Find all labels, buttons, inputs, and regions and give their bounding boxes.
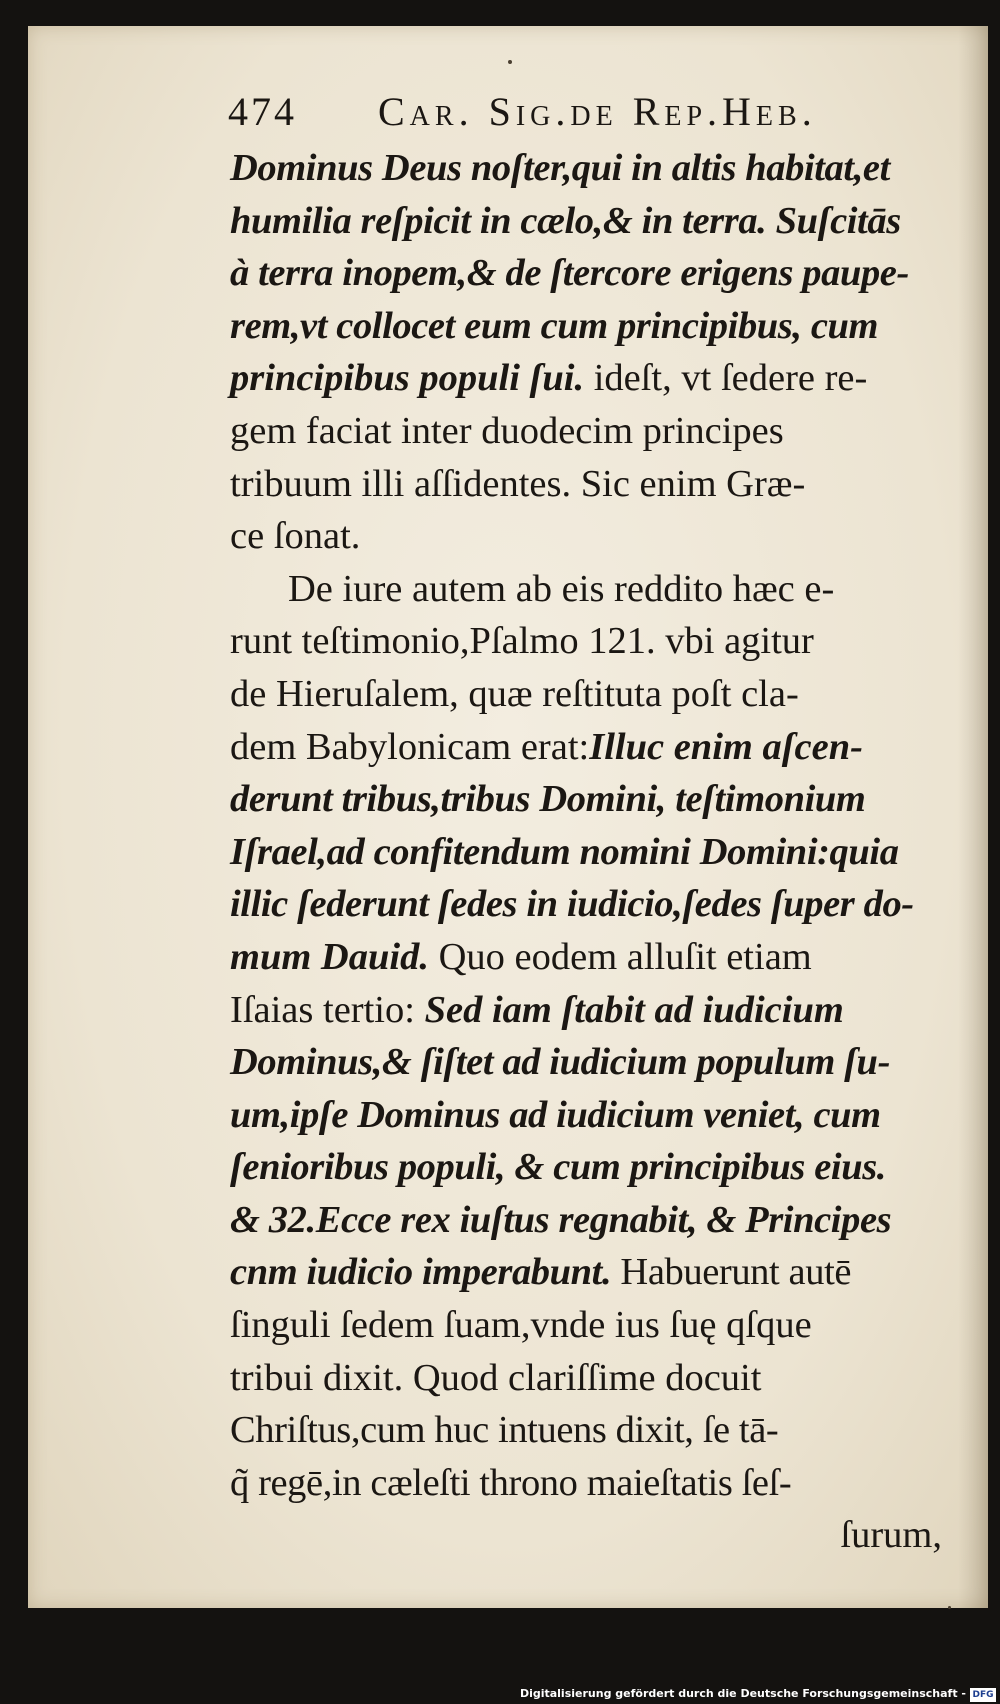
- page-number: 474: [228, 89, 297, 134]
- roman-text: dem Babylonicam erat:: [230, 725, 590, 768]
- text-line: [230, 1089, 942, 1142]
- italic-quotation: Dominus,& ſiſtet ad iudicium populum ſu-: [230, 1041, 890, 1084]
- text-line: [230, 247, 942, 300]
- roman-text: de Hieruſalem, quæ reſtituta poſt cla-: [230, 672, 799, 715]
- text-line: [230, 142, 942, 195]
- italic-quotation: à terra inopem,& de ſtercore erigens paupe-: [230, 252, 909, 295]
- italic-quotation: mum Dauid.: [230, 935, 429, 978]
- italic-quotation: um,ipſe Dominus ad iudicium veniet, cum: [230, 1093, 881, 1136]
- text-line: [230, 1194, 942, 1247]
- paper-fleck: [948, 1606, 951, 1609]
- italic-quotation: illic ſederunt ſedes in iudicio,ſedes ſuper do-: [230, 883, 914, 926]
- roman-text: ſinguli ſedem ſuam,vnde ius ſuę qſque: [230, 1304, 812, 1347]
- roman-text: q̃ regē,in cæleſti throno maieſtatis ſeſ-: [230, 1461, 792, 1504]
- text-line: [230, 984, 942, 1037]
- italic-quotation: humilia reſpicit in cælo,& in terra. Suſcitās: [230, 199, 901, 242]
- roman-text: Quo eodem alluſit etiam: [428, 935, 812, 978]
- text-line: [230, 668, 942, 721]
- roman-text: gem faciat inter duodecim principes: [230, 409, 784, 452]
- text-line: [230, 721, 942, 774]
- roman-text: Iſaias tertio:: [230, 988, 425, 1031]
- text-line: [230, 510, 942, 563]
- text-line: [230, 1457, 942, 1510]
- italic-quotation: ſenioribus populi, & cum principibus eius.: [230, 1146, 887, 1189]
- roman-text: runt teſtimonio,Pſalmo 121. vbi agitur: [230, 620, 814, 663]
- running-title: Car. Sig.de Rep.Heb.: [378, 89, 817, 134]
- text-line: [230, 1036, 942, 1089]
- italic-quotation: Iſrael,ad confitendum nomini Domini:quia: [230, 830, 899, 873]
- paper-fleck: [508, 60, 512, 64]
- italic-quotation: principibus populi ſui.: [230, 357, 585, 400]
- text-line: [230, 1509, 942, 1562]
- text-line: [230, 458, 942, 511]
- text-line: [230, 300, 942, 353]
- text-line: [230, 1404, 942, 1457]
- text-line: [230, 615, 942, 668]
- text-line: [230, 1299, 942, 1352]
- roman-text: ſurum,: [840, 1514, 942, 1557]
- gutter-shadow: [958, 26, 988, 1608]
- italic-quotation: derunt tribus,tribus Domini, teſtimonium: [230, 778, 866, 821]
- roman-text: ce ſonat.: [230, 515, 361, 558]
- roman-text: Chriſtus,cum huc intuens dixit, ſe tā-: [230, 1409, 779, 1452]
- text-line: [230, 405, 942, 458]
- text-line: [230, 878, 942, 931]
- text-line: [230, 1141, 942, 1194]
- roman-text: tribuum illi aſſidentes. Sic enim Græ-: [230, 462, 806, 505]
- text-line: [230, 1352, 942, 1405]
- body-text: [230, 142, 942, 1562]
- text-line: [230, 931, 942, 984]
- italic-quotation: Illuc enim aſcen-: [589, 725, 863, 768]
- italic-quotation: rem,vt collocet eum cum principibus, cum: [230, 304, 879, 347]
- text-line: [230, 1246, 942, 1299]
- text-line: [230, 826, 942, 879]
- italic-quotation: Dominus Deus noſter,qui in altis habitat,et: [230, 147, 890, 189]
- page-header: [228, 88, 908, 148]
- roman-text: De iure autem ab eis reddito hæc e-: [288, 567, 835, 610]
- text-line: [230, 773, 942, 826]
- text-line: [230, 195, 942, 248]
- roman-text: ideſt, vt ſedere re-: [584, 357, 868, 400]
- funding-credit: Digitalisierung gefördert durch die Deutsche Forschungsgemeinschaft -: [519, 1687, 966, 1700]
- italic-quotation: & 32.Ecce rex iuſtus regnabit, & Principes: [230, 1198, 892, 1241]
- italic-quotation: cnm iudicio imperabunt.: [230, 1251, 612, 1294]
- roman-text: tribui dixit. Quod clariſſime docuit: [230, 1356, 762, 1399]
- text-line: [230, 352, 942, 405]
- dfg-logo: DFG: [970, 1688, 996, 1702]
- text-line: [230, 563, 942, 616]
- italic-quotation: Sed iam ſtabit ad iudicium: [424, 988, 844, 1031]
- roman-text: Habuerunt autē: [611, 1251, 852, 1294]
